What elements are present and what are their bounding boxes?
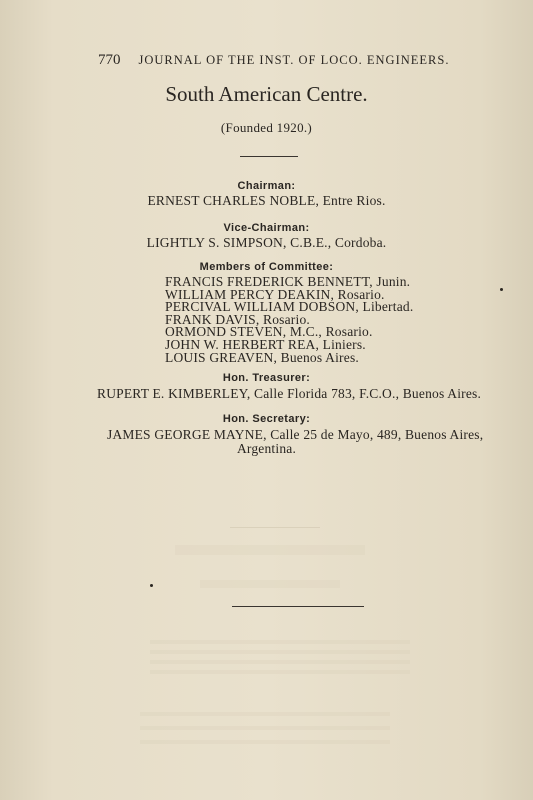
committee-label: Members of Committee: (199, 261, 334, 273)
secretary-label: Hon. Secretary: (222, 413, 311, 425)
committee-member: FRANCIS FREDERICK BENNETT, Junin. (165, 274, 411, 289)
ink-speck (500, 288, 503, 291)
committee-member: FRANK DAVIS, Rosario. (165, 311, 310, 327)
treasurer-name: RUPERT E. KIMBERLEY, Calle Florida 783, F.C.O., Buenos Aires. (97, 386, 482, 401)
vice-chairman-label: Vice-Chairman: (223, 222, 310, 234)
founded-note: (Founded 1920.) (220, 120, 313, 135)
ink-speck (150, 584, 153, 587)
page-title: South American Centre. (165, 82, 368, 106)
committee-member: LOUIS GREAVEN, Buenos Aires. (165, 349, 359, 365)
treasurer-label: Hon. Treasurer: (222, 372, 311, 384)
committee-member: PERCIVAL WILLIAM DOBSON, Libertad. (165, 299, 414, 315)
bottom-divider-rule (232, 606, 364, 607)
committee-member: WILLIAM PERCY DEAKIN, Rosario. (165, 286, 385, 302)
running-header (98, 52, 449, 69)
running-title: JOURNAL OF THE INST. OF LOCO. ENGINEERS. (138, 53, 450, 67)
chairman-label: Chairman: (237, 180, 296, 192)
committee-member: ORMOND STEVEN, M.C., Rosario. (165, 324, 373, 340)
committee-list (165, 276, 413, 364)
secretary-country: Argentina. (236, 441, 297, 456)
vice-chairman-name: LIGHTLY S. SIMPSON, C.B.E., Cordoba. (146, 235, 387, 250)
divider-rule (240, 156, 298, 157)
chairman-name: ERNEST CHARLES NOBLE, Entre Rios. (147, 193, 386, 208)
secretary-name: JAMES GEORGE MAYNE, Calle 25 de Mayo, 489, Buenos Aires, (107, 427, 484, 442)
committee-member: JOHN W. HERBERT REA, Liniers. (165, 336, 366, 352)
page-number: 770 (98, 52, 121, 68)
